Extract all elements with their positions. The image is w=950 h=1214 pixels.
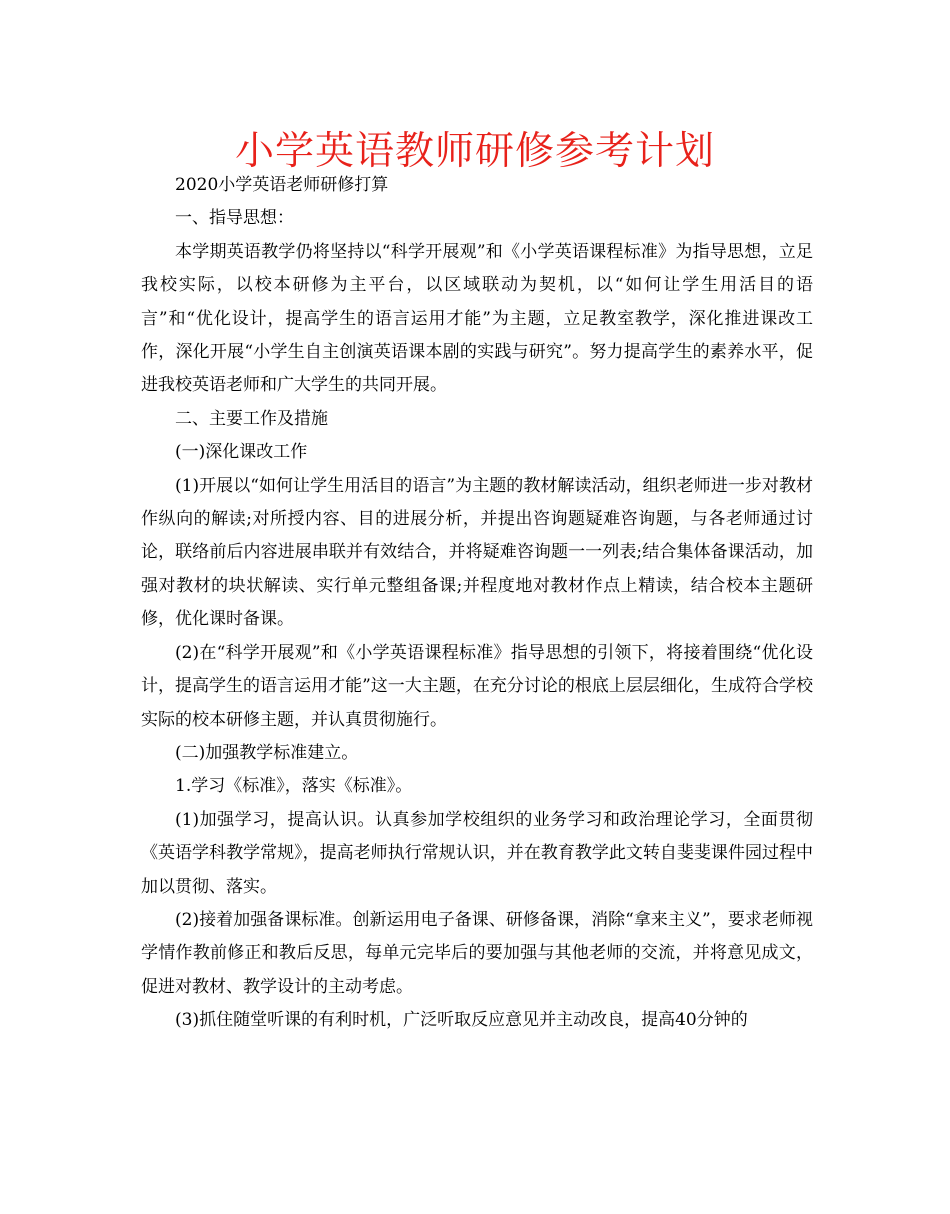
paragraph-classroom-observation: (3)抓住随堂听课的有利时机，广泛听取反应意见并主动改良，提高40分钟的	[175, 1010, 748, 1031]
paragraph-study-standards: 1.学习《标准》，落实《标准》。	[175, 776, 413, 797]
paragraph-strengthen-study: (1)加强学习，提高认识。认真参加学校组织的业务学习和政治理论学习，全面贯彻《英语学科教学常规》，提高老师执行常规认识，并在教育教学此文转自斐斐课件园过程中加以贯彻、落实。	[141, 809, 813, 897]
paragraph-subtitle: 2020小学英语老师研修打算	[175, 175, 389, 195]
section-heading-guiding-thought: 一、指导思想：	[175, 208, 294, 229]
paragraph-item-1: (1)开展以“如何让学生用活目的语言”为主题的教材解读活动，组织老师进一步对教材作纵向的解读;对所授内容、目的进展分析，并提出咨询题疑难咨询题，与各老师通过讨论，联络前后内容进展串联并有效结合，并将疑难咨询题一一列表;结合集体备课活动，加强对教材的块状解读、实行单元整组备课;并程度地对教材作点上精读，结合校本主题研修，优化课时备课。	[141, 475, 813, 630]
section-heading-main-work: 二、主要工作及措施	[175, 408, 328, 429]
document-body	[141, 169, 813, 1038]
paragraph-item-2: (2)在“科学开展观”和《小学英语课程标准》指导思想的引领下，将接着围绕“优化设计，提高学生的语言运用才能”这一大主题，在充分讨论的根底上层层细化，生成符合学校实际的校本研修主题，并认真贯彻施行。	[141, 642, 813, 730]
subsection-heading-reform: (一)深化课改工作	[175, 442, 308, 463]
paragraph-lesson-prep: (2)接着加强备课标准。创新运用电子备课、研修备课，消除“拿来主义”，要求老师视学情作教前修正和教后反思，每单元完毕后的要加强与其他老师的交流，并将意见成文，促进对教材、教学设计的主动考虑。	[141, 909, 813, 997]
paragraph-guiding-thought: 本学期英语教学仍将坚持以“科学开展观”和《小学英语课程标准》为指导思想，立足我校实际，以校本研修为主平台，以区域联动为契机，以“如何让学生用活目的语言”和“优化设计，提高学生的语言运用才能”为主题，立足教室教学，深化推进课改工作，深化开展“小学生自主创演英语课本剧的实践与研究”。努力提高学生的素养水平，促进我校英语老师和广大学生的共同开展。	[141, 241, 813, 396]
document-title: 小学英语教师研修参考计划	[234, 129, 715, 174]
subsection-heading-standards: (二)加强教学标准建立。	[175, 742, 359, 763]
